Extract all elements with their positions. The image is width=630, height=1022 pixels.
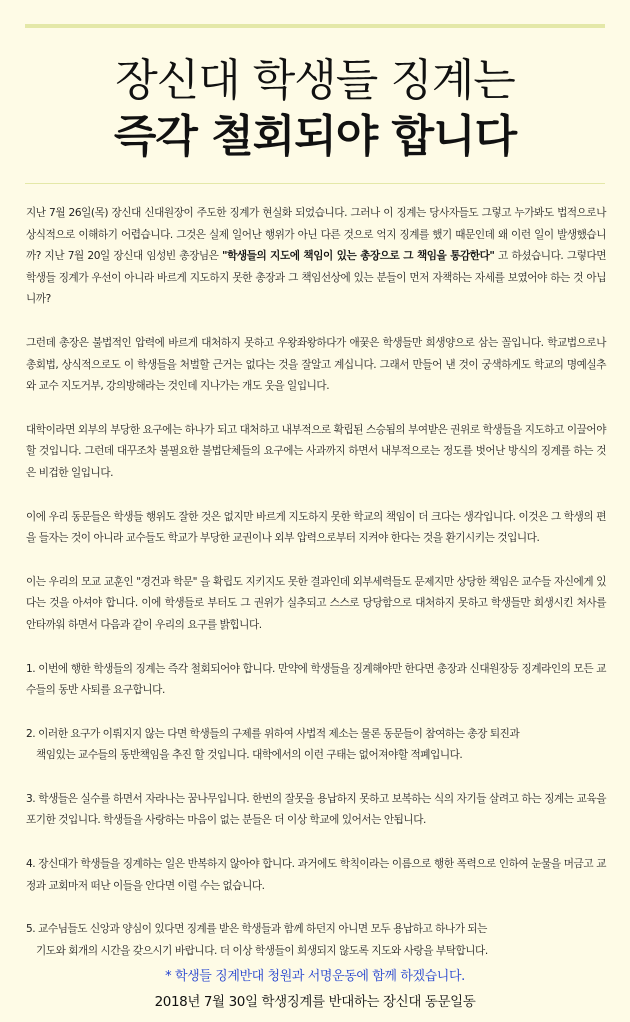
title-line-2: 즉각 철회되야 합니다 bbox=[113, 111, 517, 162]
quote-president: "학생들의 지도에 책임이 있는 총장으로 그 책임을 통감한다" bbox=[222, 250, 495, 263]
demand-2 bbox=[26, 724, 606, 767]
paragraph-intro bbox=[26, 203, 606, 311]
top-divider bbox=[25, 24, 605, 28]
title-line-1: 장신대 학생들 징계는 bbox=[115, 55, 515, 106]
demand-5-line2: 기도와 회개의 시간을 갖으시기 바랍니다. 더 이상 학생들이 희생되지 않도록 지도와 사랑을 부탁합니다. bbox=[36, 944, 488, 957]
paragraph-3: 대학이라면 외부의 부당한 요구에는 하나가 되고 대처하고 내부적으로 확립된 스승됨의 부여받은 권위로 학생들을 지도하고 이끌어야 할 것입니다. 그런데 대꾸조차 불필요한 불법단체들의 요구에는 사과까지 하면서 내부적으로는 정도를 벗어난 방식의 징계를 하는 것은 비겁한 일입니다. bbox=[26, 423, 606, 479]
paragraph-intro-part1: 지난 7월 26일(목) 장신대 신대원장이 주도한 징계가 현실화 되었습니다. 그러나 이 징계는 당사자들도 그렇고 누가봐도 법적으로나 상식적으로 이해하기 어렵습니다. 그것은 실제 일어난 행위가 아닌 다른 것으로 억지 징계를 했기 때문인데 왜 이런 일이 발생했습니까? 지난 7월 20일 장신대 임성빈 총장님은 bbox=[26, 207, 606, 263]
signature-line: 2018년 7월 30일 학생징계를 반대하는 장신대 동문일동 bbox=[154, 994, 476, 1010]
demand-2-line2: 책임있는 교수들의 동반책임을 추진 할 것입니다. 대학에서의 이런 구태는 없어져야할 적폐입니다. bbox=[36, 749, 463, 762]
paragraph-intro-part2: 고 하셨습니다. 그렇다면 학생들 징계가 우선이 아니라 바르게 지도하지 못한 총장과 그 책임선상에 있는 분들이 먼저 자책하는 자세를 보였어야 하는 것 아닙니까? bbox=[26, 250, 607, 306]
paragraph-4: 이에 우리 동문들은 학생들 행위도 잘한 것은 없지만 바르게 지도하지 못한 학교의 책임이 더 크다는 생각입니다. 이것은 그 학생의 편을 들자는 것이 아니라 교수들도 학교가 부당한 교권이나 외부 압력으로부터 지켜야 한다는 것을 환기시키는 것입니다. bbox=[26, 510, 606, 545]
statement-body bbox=[26, 203, 606, 984]
petition-note: * 학생들 징계반대 청원과 서명운동에 함께 하겠습니다. bbox=[165, 969, 465, 984]
paragraph-2: 그런데 총장은 불법적인 압력에 바르게 대처하지 못하고 우왕좌왕하다가 애꿎은 학생들만 희생양으로 삼는 꼴입니다. 학교법으로나 총회법, 상식적으로도 이 학생들을 처벌할 근거는 없다는 것을 잘알고 계십니다. 그래서 만들어 낸 것이 궁색하게도 학교의 명예실추와 교수 지도거부, 강의방해라는 것인데 지나가는 개도 웃을 일입니다. bbox=[26, 336, 606, 393]
demand-2-line1: 2. 이러한 요구가 이뤄지지 않는 다면 학생들의 구제를 위하여 사법적 제소는 물론 동문들이 참여하는 총장 퇴진과 bbox=[26, 727, 520, 740]
paragraph-5: 이는 우리의 모교 교훈인 "경건과 학문" 을 확립도 지키지도 못한 결과인데 외부세력들도 문제지만 상당한 책임은 교수들 자신에게 있다는 것을 아셔야 합니다. 이에 학생들로 부터도 그 권위가 실추되고 스스로 당당함으로 대처하지 못하고 학생들만 희생시킨 처사를 안타까워 하면서 다음과 같이 우리의 요구를 밝힙니다. bbox=[26, 575, 606, 631]
demand-1: 1. 이번에 행한 학생들의 징계는 즉각 철회되어야 합니다. 만약에 학생들을 징계해야만 한다면 총장과 신대원장등 징계라인의 모든 교수들의 동반 사퇴를 요구합니다. bbox=[26, 662, 606, 697]
demand-4: 4. 장신대가 학생들을 징계하는 일은 반복하지 않아야 합니다. 과거에도 학칙이라는 이름으로 행한 폭력으로 인하여 눈물을 머금고 교정과 교회마저 떠난 이들을 안다면 이럴 수는 없습니다. bbox=[26, 858, 606, 892]
demand-5 bbox=[26, 919, 606, 962]
demand-3: 3. 학생들은 실수를 하면서 자라나는 꿈나무입니다. 한번의 잘못을 용납하지 못하고 보복하는 식의 자기들 살려고 하는 징계는 교육을 포기한 것입니다. 학생들을 사랑하는 마음이 없는 분들은 더 이상 학교에 있어서는 안됩니다. bbox=[26, 792, 606, 827]
title-divider bbox=[25, 183, 605, 184]
demand-5-line1: 5. 교수님들도 신앙과 양심이 있다면 징계를 받은 학생들과 함께 하던지 아니면 모두 용납하고 하나가 되는 bbox=[26, 923, 487, 936]
